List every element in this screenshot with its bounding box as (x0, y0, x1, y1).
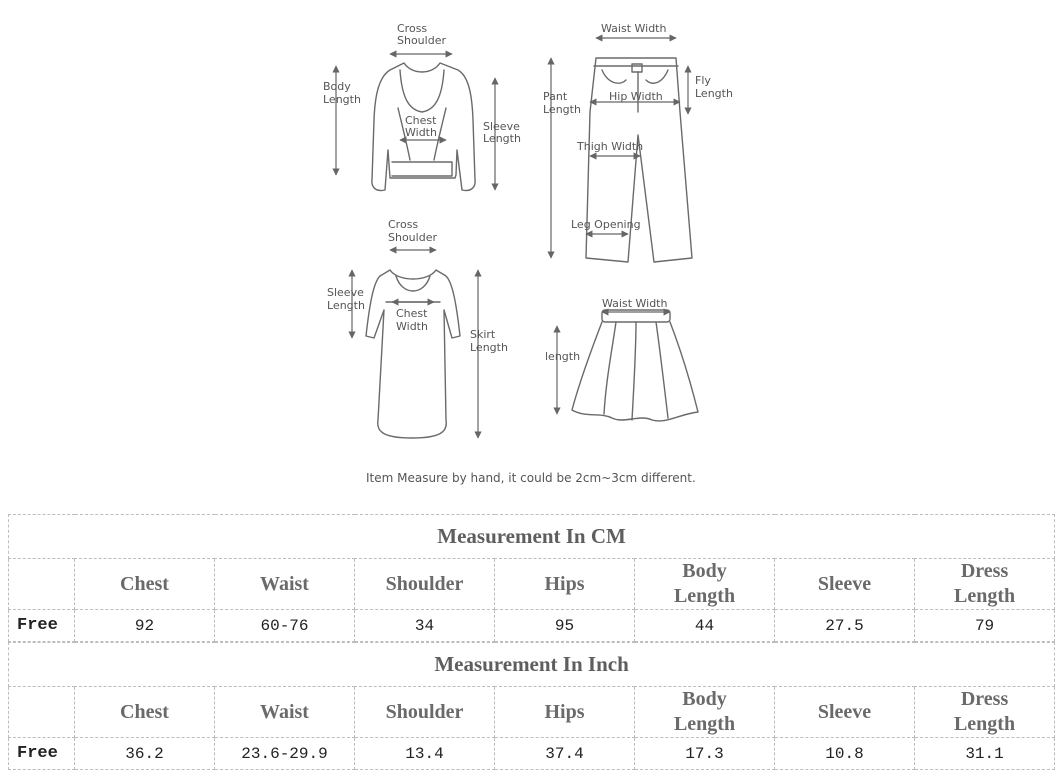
cm-size-label: Free (9, 610, 75, 642)
cm-value-sleeve: 27.5 (775, 610, 915, 642)
label-waist-width-2: Waist Width (602, 297, 668, 310)
label-fly-length-b: Length (695, 87, 733, 100)
cm-value-waist: 60-76 (215, 610, 355, 642)
cm-value-chest: 92 (75, 610, 215, 642)
cm-header-sleeve: Sleeve (775, 559, 915, 610)
label-cross-shoulder-2b: Shoulder (388, 231, 437, 244)
label-cross-shoulder-2a: Cross (388, 218, 419, 231)
cm-header-dress-length: Dress Length (915, 559, 1055, 610)
inch-value-shoulder: 13.4 (355, 738, 495, 770)
cm-measurement-table (8, 514, 1055, 642)
cm-value-dress-length: 79 (915, 610, 1055, 642)
cm-header-shoulder: Shoulder (355, 559, 495, 610)
label-chest-width-2a: Chest (396, 307, 428, 320)
inch-header-sleeve: Sleeve (775, 687, 915, 738)
label-skirt-length-a: Skirt (470, 328, 496, 341)
cm-table-title: Measurement In CM (9, 515, 1055, 559)
cm-header-hips: Hips (495, 559, 635, 610)
label-sleeve-length-1b: Length (483, 132, 521, 145)
label-thigh-width: Thigh Width (577, 140, 644, 153)
label-leg-opening: Leg Opening (571, 218, 641, 231)
inch-table-title: Measurement In Inch (9, 643, 1055, 687)
inch-header-hips: Hips (495, 687, 635, 738)
label-waist-width-1: Waist Width (601, 22, 667, 35)
label-skirt-length-short: length (545, 350, 581, 363)
measure-note: Item Measure by hand, it could be 2cm~3cm different. (366, 471, 696, 485)
cm-header-chest: Chest (75, 559, 215, 610)
label-chest-width-1a: Chest (405, 114, 437, 127)
label-pant-length-a: Pant (543, 90, 568, 103)
label-pant-length-b: Length (543, 103, 581, 116)
label-skirt-length-b: Length (470, 341, 508, 354)
inch-header-waist: Waist (215, 687, 355, 738)
inch-value-dress-length: 31.1 (915, 738, 1055, 770)
label-body-length-b: Length (323, 93, 361, 106)
cm-value-hips: 95 (495, 610, 635, 642)
label-cross-shoulder-1a: Cross (397, 22, 428, 35)
cm-value-shoulder: 34 (355, 610, 495, 642)
label-fly-length-a: Fly (695, 74, 711, 87)
inch-header-body-length: Body Length (635, 687, 775, 738)
inch-header-chest: Chest (75, 687, 215, 738)
cm-header-waist: Waist (215, 559, 355, 610)
inch-value-chest: 36.2 (75, 738, 215, 770)
skirt-illustration (572, 310, 698, 421)
inch-value-waist: 23.6-29.9 (215, 738, 355, 770)
inch-size-label: Free (9, 738, 75, 770)
inch-header-row (9, 687, 1055, 738)
label-sleeve-length-2a: Sleeve (327, 286, 364, 299)
label-sleeve-length-2b: Length (327, 299, 365, 312)
cm-value-body-length: 44 (635, 610, 775, 642)
inch-value-row (9, 738, 1055, 770)
inch-value-hips: 37.4 (495, 738, 635, 770)
cm-header-body-length: Body Length (635, 559, 775, 610)
inch-value-body-length: 17.3 (635, 738, 775, 770)
inch-measurement-table (8, 642, 1055, 770)
label-body-length-a: Body (323, 80, 351, 93)
inch-value-sleeve: 10.8 (775, 738, 915, 770)
label-chest-width-2b: Width (396, 320, 428, 333)
inch-header-blank (9, 687, 75, 738)
cm-value-row (9, 610, 1055, 642)
pants-illustration (586, 58, 692, 262)
label-cross-shoulder-1b: Shoulder (397, 34, 446, 47)
label-chest-width-1b: Width (405, 126, 437, 139)
inch-header-shoulder: Shoulder (355, 687, 495, 738)
inch-header-dress-length: Dress Length (915, 687, 1055, 738)
dress-illustration (366, 270, 460, 438)
cm-header-row (9, 559, 1055, 610)
label-sleeve-length-1a: Sleeve (483, 120, 520, 133)
cm-header-blank (9, 559, 75, 610)
label-hip-width: Hip Width (609, 90, 663, 103)
